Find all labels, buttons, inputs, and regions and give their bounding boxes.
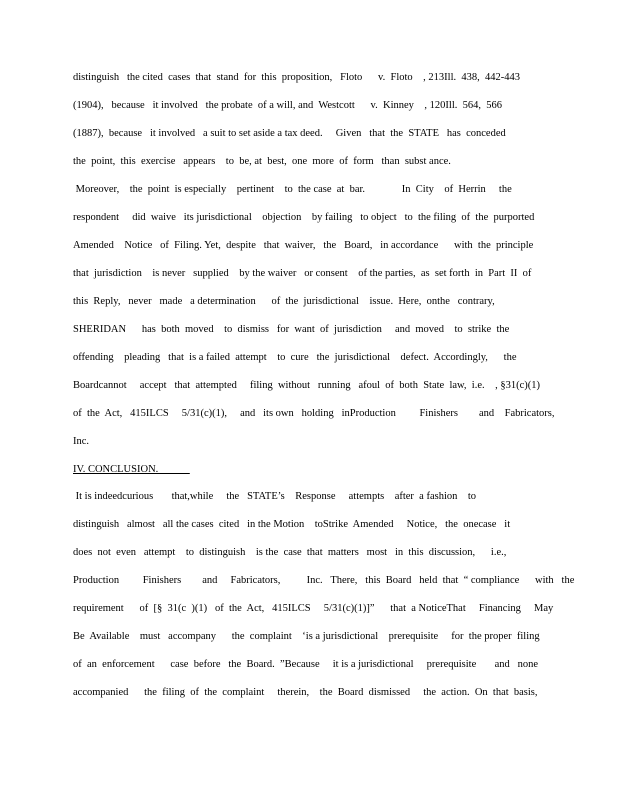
text-line: (1887), because it involved a suit to set aside a tax deed. Given that the STATE has conceded xyxy=(73,128,506,139)
text-line: this Reply, never made a determination of the jurisdictional issue. Here, onthe contrary, xyxy=(73,296,495,307)
section-heading: IV. CONCLUSION. xyxy=(73,464,190,475)
text-line: accompanied the filing of the complaint therein, the Board dismissed the action. On that basis, xyxy=(73,687,538,698)
text-line: that jurisdiction is never supplied by the waiver or consent of the parties, as set forth in Part II of xyxy=(73,268,532,279)
text-line: Boardcannot accept that attempted filing without running afoul of both State law, i.e. , §31(c)(1) xyxy=(73,380,541,391)
text-line: (1904), because it involved the probate of a will, and Westcott v. Kinney , 120Ill. 564, 566 xyxy=(73,100,502,111)
text-line: SHERIDAN has both moved to dismiss for want of jurisdiction and moved to strike the xyxy=(73,324,510,335)
text-line: offending pleading that is a failed attempt to cure the jurisdictional defect. Accordingly, the xyxy=(73,352,517,363)
text-line: Production Finishers and Fabricators, Inc. There, this Board held that “ compliance with the xyxy=(73,575,575,586)
text-line: distinguish almost all the cases cited in the Motion toStrike Amended Notice, the onecase it xyxy=(73,519,511,530)
text-line: the point, this exercise appears to be, at best, one more of form than subst ance. xyxy=(73,156,451,167)
text-line: requirement of [§ 31(c )(1) of the Act, 415ILCS 5/31(c)(1)]” that a NoticeThat Financing May xyxy=(73,603,554,614)
text-line: respondent did waive its jurisdictional objection by failing to object to the filing of the purported xyxy=(73,212,535,223)
text-line: Amended Notice of Filing. Yet, despite that waiver, the Board, in accordance with the principle xyxy=(73,240,534,251)
text-line: distinguish the cited cases that stand for this proposition, Floto v. Floto , 213Ill. 438, 442-443 xyxy=(73,72,521,83)
text-line: of the Act, 415ILCS 5/31(c)(1), and its own holding inProduction Finishers and Fabricators, xyxy=(73,408,555,419)
text-line: Inc. xyxy=(73,436,90,447)
text-line: Be Available must accompany the complaint ‘is a jurisdictional prerequisite for the proper filing xyxy=(73,631,540,642)
text-line: It is indeedcurious that,while the STATE’s Response attempts after a fashion to xyxy=(73,491,477,502)
text-line: Moreover, the point is especially pertinent to the case at bar. In City of Herrin the xyxy=(73,184,512,195)
text-line: does not even attempt to distinguish is the case that matters most in this discussion, i.e., xyxy=(73,547,507,558)
text-line: of an enforcement case before the Board. ”Because it is a jurisdictional prerequisite and none xyxy=(73,659,539,670)
